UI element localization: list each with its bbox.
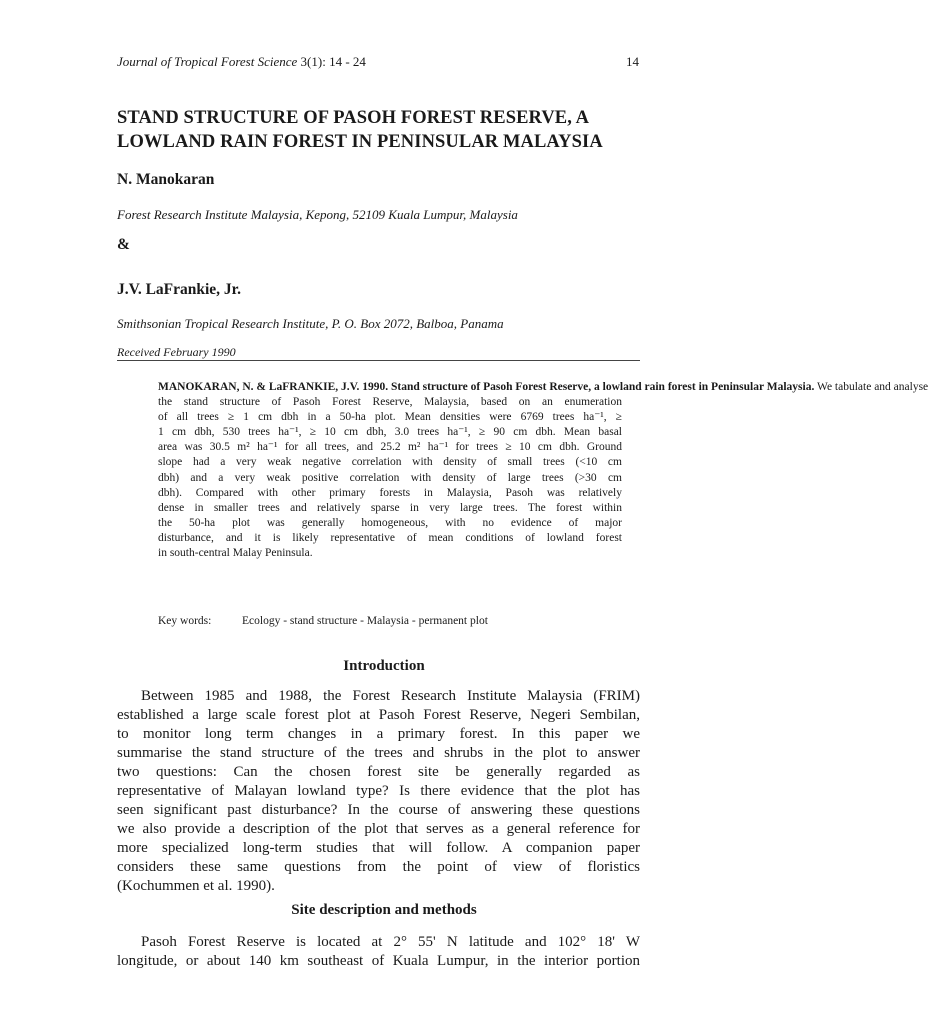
abstract-line: area was 30.5 m² ha⁻¹ for all trees, and 25.2 m² ha⁻¹ for trees ≥ 10 cm dbh. Ground (158, 441, 622, 454)
title-line: LOWLAND RAIN FOREST IN PENINSULAR MALAYSIA (117, 132, 603, 152)
abstract-line: in south-central Malay Peninsula. (158, 547, 313, 560)
paragraph-line: more specialized long-term studies that will follow. A companion paper (117, 840, 640, 856)
abstract-line: slope had a very weak negative correlation with density of small trees (<10 cm (158, 456, 622, 469)
abstract-citation: MANOKARAN, N. & LaFRANKIE, J.V. 1990. Stand structure of Pasoh Forest Reserve, a lowland rain forest in Peninsular Malaysia. (158, 381, 815, 393)
page-number: 14 (626, 54, 639, 69)
paragraph-line: established a large scale forest plot at Pasoh Forest Reserve, Negeri Sembilan, (117, 707, 640, 723)
abstract (158, 380, 928, 561)
paragraph-line: to monitor long term changes in a primary forest. In this paper we (117, 726, 640, 742)
keywords (158, 615, 488, 627)
paragraph-line: Pasoh Forest Reserve is located at 2° 55' N latitude and 102° 18' W (141, 934, 640, 950)
paragraph-line: longitude, or about 140 km southeast of Kuala Lumpur, in the interior portion (117, 953, 640, 969)
abstract-line: dbh). Compared with other primary forests in Malaysia, Pasoh was relatively (158, 486, 622, 499)
site-paragraph (117, 933, 640, 971)
paragraph-line: we also provide a description of the plot that serves as a general reference for (117, 821, 640, 837)
author-affiliation: Smithsonian Tropical Research Institute, P. O. Box 2072, Balboa, Panama (117, 316, 504, 331)
abstract-line: the 50-ha plot was generally homogeneous, with no evidence of major (158, 516, 622, 529)
running-head (117, 54, 639, 72)
received-date: Received February 1990 (117, 345, 236, 359)
abstract-line: dbh) and a very weak positive correlation with density of large trees (>30 cm (158, 471, 622, 484)
paragraph-line: representative of Malayan lowland type? Is there evidence that the plot has (117, 783, 640, 799)
paragraph-line: (Kochummen et al. 1990). (117, 878, 275, 894)
journal-citation (117, 54, 366, 70)
keywords-value: Ecology - stand structure - Malaysia - permanent plot (242, 615, 488, 627)
author-affiliation: Forest Research Institute Malaysia, Kepong, 52109 Kuala Lumpur, Malaysia (117, 207, 518, 222)
section-heading: Site description and methods (291, 902, 477, 918)
paragraph-line: two questions: Can the chosen forest site be generally regarded as (117, 764, 640, 780)
paragraph-line: considers these same questions from the point of view of floristics (117, 859, 640, 875)
abstract-text: We tabulate and analyse (817, 381, 928, 393)
introduction-paragraph (117, 687, 640, 896)
journal-name: Journal of Tropical Forest Science (117, 54, 298, 69)
abstract-line: disturbance, and it is likely representative of mean conditions of lowland forest (158, 531, 622, 544)
paragraph-line: Between 1985 and 1988, the Forest Research Institute Malaysia (FRIM) (141, 688, 640, 704)
paragraph-line: summarise the stand structure of the trees and shrubs in the plot to answer (117, 745, 640, 761)
abstract-line: of all trees ≥ 1 cm dbh in a 50-ha plot. Mean densities were 6769 trees ha⁻¹, ≥ (158, 411, 622, 424)
paragraph-line: seen significant past disturbance? In the course of answering these questions (117, 802, 640, 818)
title-line: STAND STRUCTURE OF PASOH FOREST RESERVE, A (117, 108, 590, 128)
abstract-line (158, 380, 928, 395)
journal-issue: 3(1): 14 - 24 (300, 54, 366, 69)
author-name: J.V. LaFrankie, Jr. (117, 281, 242, 298)
keywords-label: Key words: (158, 615, 212, 627)
author-name: N. Manokaran (117, 171, 215, 188)
abstract-line: 1 cm dbh, 530 trees ha⁻¹, ≥ 10 cm dbh, 3.0 trees ha⁻¹, ≥ 90 cm dbh. Mean basal (158, 426, 622, 439)
abstract-line: dense in smaller trees and relatively sparse in very large trees. The forest within (158, 501, 622, 514)
section-heading: Introduction (343, 658, 425, 674)
divider (117, 360, 640, 361)
abstract-line: the stand structure of Pasoh Forest Reserve, Malaysia, based on an enumeration (158, 396, 622, 409)
author-separator: & (117, 236, 130, 253)
paper-title (117, 106, 657, 154)
